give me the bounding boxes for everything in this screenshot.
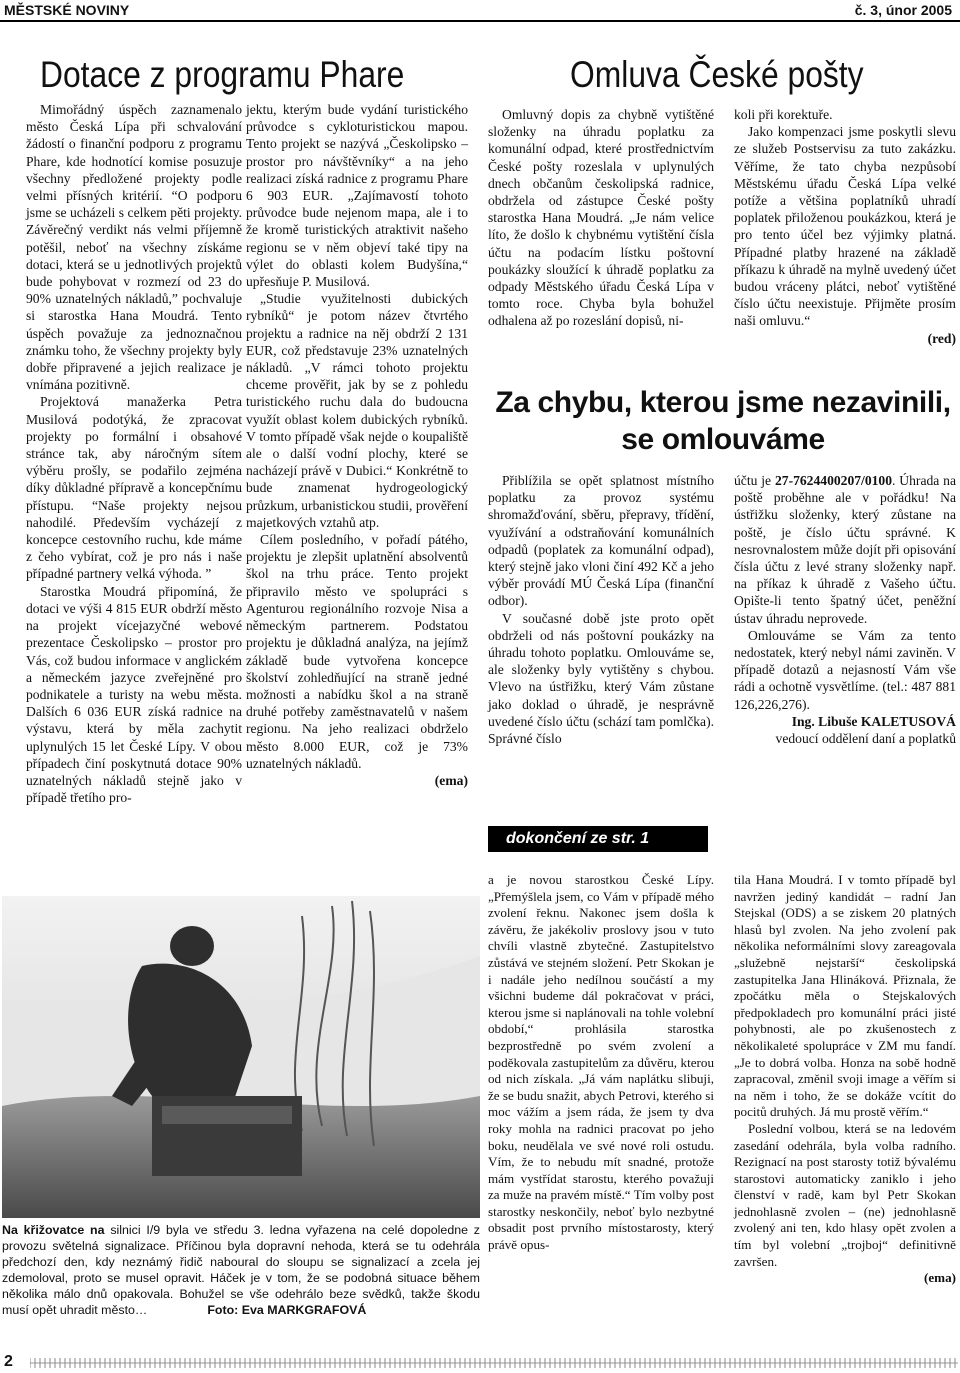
- article3-signer-name: Ing. Libuše KALETUSOVÁ: [791, 713, 956, 729]
- article1-col2-p2: „Studie využitelnosti dubických rybníků“ je potom název čtvrtého projektu a radnice na něj obdrží 2 131 EUR, což představuje 23% uznatelných nákladů. „V rámci tohoto projektu chceme prověřit, jak by se z pohledu turistického ruchu dala do budoucna využít oblast kolem dubických rybníků. V tomto případě však nejde o koupaliště ale o další vodní plochy, které se nacházejí právě v Dubici.“ Konkrétně to bude znamenat hydrogeologický průzkum, urbanistickou studii, prověření majetkových vztahů atp.: [246, 291, 468, 530]
- article1-col1-p1: Mimořádný úspěch zaznamenalo město Česká Lípa při schvalování žádostí o finanční podporu z programu Phare, kde hodnotící komise posuzuje všechny předložené projekty podle velmi přísných kritérií. “O podporu jsme se ucházeli s celkem pěti projekty. Závěrečný verdikt nás velmi příjemně potěšil, neboť na všechny získáme dotaci, která se u jednotlivých projektů bude pohybovat v rozmezí od 23 do 90% uznatelných nákladů,” pochvaluje si starostka Hana Moudrá. Tento úspěch považuje za jednoznačnou známku toho, že všechny projekty byly dobře připravené a jejich realizace je vnímána pozitivně.: [26, 102, 242, 393]
- photo-credit: Foto: Eva MARKGRAFOVÁ: [207, 1303, 367, 1317]
- article3-col2-rest: . Úhrada na poště proběhne ale v pořádku! Na ústřižku složenky, který zůstane na poště, je číslo účtu správné. K nesrovnalostem může dojít při opisování čísla účtu z levé strany složenky např. na příkaz k úhradě z Vašeho účtu. Opište-li tento špatný účet, peněžní ústav úhradu neprovede.: [734, 473, 957, 626]
- article1-col2-p3: Cílem posledního, v pořadí pátého, projektu je zlepšit uplatnění absolventů škol na trhu práce. Tento projekt připravilo město ve spolupráci s Agenturou regionálního rozvoje Nisa a německým partnerem. Podstatou projektu je důkladná analýza, na jejímž základě bude vytvořena koncepce školství zohledňující na straně jedné možnosti a nabídku škol a na straně druhé potřeby zaměstnavatelů v našem regionu. Na jeho realizaci obdrželo město 8.000 EUR, což je 73% uznatelných nákladů.: [246, 532, 468, 771]
- article1-signature: (ema): [434, 772, 468, 788]
- header-issue: č. 3, únor 2005: [854, 2, 952, 18]
- account-number: 27-7624400207/0100: [774, 473, 893, 488]
- header-rule: [0, 20, 960, 22]
- article3-col1-p2: V současné době jste proto opět obdrželi od nás poštovní poukázky na úhradu tohoto poplatku. Omlouváme se, ale složenky byly vytištěny s chybou. Vlevo na ústřižku, který Vám zůstane jako doklad o úhradě, je nesprávně uvedené číslo účtu (schází tam pomlčka). Správné číslo: [488, 610, 714, 747]
- article3-col1: [488, 472, 714, 747]
- page-number: 2: [4, 1353, 13, 1370]
- continuation-col2: [734, 872, 956, 1287]
- caption-lead: Na křižovatce na: [2, 1223, 105, 1237]
- article2-signature: (red): [927, 330, 956, 346]
- article2-col2: [734, 106, 956, 347]
- article2-col2-p1: koli při korektuře.: [734, 107, 833, 122]
- footer-ruler: [30, 1356, 958, 1370]
- continuation-col2-p2: Poslední volbou, která se na ledovém zasedání odehrála, byla volba radního. Rezignací na post starosty totiž bývalému starostovi automaticky zaniklo i jeho členství v radě, kam byl Petr Skokan jednohlasně zvolen – (ne) jednohlasně zvolený ani ten, kdo hlasy opět zvolen a tím byl volební „trojboj“ definitivně završen.: [734, 1120, 956, 1269]
- article2-col1: [488, 106, 714, 330]
- article3-col2: [734, 472, 956, 747]
- article1-title: Dotace z programu Phare: [40, 54, 405, 95]
- article1-col2: [246, 101, 468, 789]
- continuation-col1-p1: a je novou starostkou České Lípy. „Přemýšlela jsem, co Vám v případě mého zvolení řeknu. Nakonec jsem došla k závěru, že jakékoliv proslovy jsou v tuto chvíli vlastně zbytečné. Zastupitelstvo zůstává ve stejném složení. Petr Skokan je i nadále jeho nedílnou součástí a my všichni budeme dál pokračovat v práci, kterou jsme si naplánovali na tohle volební období,“ prohlásila starostka bezprostředně po svém zvolení a poděkovala zastupitelům za důvěru, kterou od nich získala. „Já vám naplátku slibuji, že se budu snažit, abych Petrovi, kterého si moc vážím a jsem ráda, že jsem ty dva roky mohla na radnici pracovat po jeho boku, neudělala ve své nové roli ostudu. Vím, že to nebudu mít snadné, protože mám vystřídat starostu, kterého považuji za muže na pravém místě.“ Tím volby post starostky neskončily, neboť bylo nezbytné obsadit post prvního místostarosty, který právě opus-: [488, 872, 714, 1253]
- article2-col2-p2: Jako kompenzaci jsme poskytli slevu ze služeb Postservisu za tuto zakázku. Věříme, že tato chyba nezpůsobí Městskému úřadu Česká Lípa velké potíže a většina poplatníků uhradí poplatek přiloženou poukázkou, která je pro tento účel bez výjimky platná. Případné platby hrazené na základě příkazu k úhradě na mylně uvedený účet budou vráceny plátci, neboť vytištěné číslo účtu neexistuje. Přijměte prosím naši omluvu.“: [734, 124, 956, 329]
- article2-col1-p1: Omluvný dopis za chybně vytištěné složenky na úhradu poplatku za komunální odpad, které prostřednictvím České pošty rozeslala v uplynulých dnech občanům českolipská radnice, obdržela od zástupce České pošty starostka Hana Moudrá. „Je nám velice líto, že došlo k chybnému vytištění čísla účtu na podacím lístku poštovní poukázky sloužící k úhradě poplatku za odpady Městského úřadu Česká Lípa v tomto roce. Chyba byla bohužel odhalena až po rozeslání dopisů, ni-: [488, 107, 714, 329]
- caption-text: silnici I/9 byla ve středu 3. ledna vyřazena na celé dopoledne z provozu světelná signalizace. Příčinou byla dopravní nehoda, která se tu odehrála předchozí den, kdy neznámý řidič naboural do sloupu se signalizací a zcela jej zdemoloval, proto se musel opravit. Háček je v tom, že se podobná situace během několika málo dnů opakovala. Bohužel se vše odehrálo beze svědků, takže škodu musí opět uhradit město…: [2, 1223, 480, 1317]
- header-paper-name: MĚSTSKÉ NOVINY: [4, 2, 130, 18]
- article1-col1-p2: Projektová manažerka Petra Musilová podotýká, že zpracovat projekty po formální i obsahové stránce tak, aby náročným sítem výběru prošly, se podařilo zejména díky důkladné přípravě a koncepčnímu přístupu. “Naše projekty nejsou nahodilé. Především vycházejí z koncepce cestovního ruchu, kde máme z čeho vybírat, což je pro nás i naše případné partnery velká výhoda. ”: [26, 394, 242, 582]
- article3-col2-prefix: účtu je: [734, 473, 775, 488]
- article3-col2-p2: Omlouváme se Vám za tento nedostatek, který nebyl námi zaviněn. V případě dotazů a nejasností Vám vše rádi a ochotně vysvětlíme. (tel.: 487 881 126,226,276).: [734, 627, 956, 712]
- article1-col2-p1: jektu, kterým bude vydání turistického průvodce s cykloturistickou mapou. Tento projekt se nazývá „Českolipsko – prostor pro návštěvníky“ a na jeho realizaci získá radnice z programu Phare 6 903 EUR. „Zajímavostí tohoto průvodce bude nejenom mapa, ale i to že kromě turistických atraktivit našeho regionu se v něm objeví také tipy na výlet do oblasti kolem Budyšína,“ upřesňuje P. Musilová.: [246, 102, 468, 290]
- article1-col1-p3: Starostka Moudrá připomíná, že dotaci ve výši 4 815 EUR obdrží město na projekt vícejazyčné webové prezentace Českolipsko – prostor pro Vás, což budou informace v anglickém a německém jazyce zveřejněné pro podnikatele a turisty na webu města. Dalších 6 036 EUR získá radnice na výstavu, která by měla zachytit uplynulých 15 let České Lípy. V obou případech činí poskytnutá dotace 90% uznatelných nákladů stejně jako v případě třetího pro-: [26, 583, 242, 806]
- article3-signer-role: vedoucí oddělení daní a poplatků: [775, 731, 956, 747]
- news-photo: [2, 896, 480, 1218]
- continuation-col1: [488, 872, 714, 1254]
- article3-col2-p1: [734, 472, 956, 627]
- continuation-signature: (ema): [924, 1270, 956, 1286]
- article2-title: Omluva České pošty: [570, 54, 864, 95]
- article3-title: Za chybu, kterou jsme nezavinili, se omlouváme: [495, 386, 951, 456]
- article3-col1-p1: Přiblížila se opět splatnost místního poplatku za provoz systému shromažďování, sběru, přepravy, třídění, využívání a odstraňování komunálních odpadů (poplatek za komunální odpad), který stejně jako vloni činí 492 Kč a jeho výběr provádí MÚ Česká Lípa (finanční odbor).: [488, 473, 714, 609]
- article1-col1: [26, 101, 242, 806]
- continuation-tag: dokončení ze str. 1: [488, 826, 708, 852]
- continuation-col2-p1: tila Hana Moudrá. I v tomto případě byl navržen jediný kandidát – radní Jan Stejskal (ODS) a se ziskem 20 platných hlasů byl zvolen. Na jeho zvolení pak několika neformálními slovy zareagovala „služebně nejstarší“ českolipská zastupitelka Jana Hlináková. Přiznala, že zpočátku měla o Stejskalových předpokladech pro komunální práci jisté pohybnosti, ale po zkušenostech z několikaleté spolupráce v ZM mu fandí. „Je to dobrá volba. Honza na sobě hodně zapracoval, změnil svoji image a věřím si na něm i toho, že se dokáže vcítit do pocitů druhých. Já mu prostě věřím.“: [734, 872, 956, 1120]
- photo-caption: [2, 1222, 480, 1318]
